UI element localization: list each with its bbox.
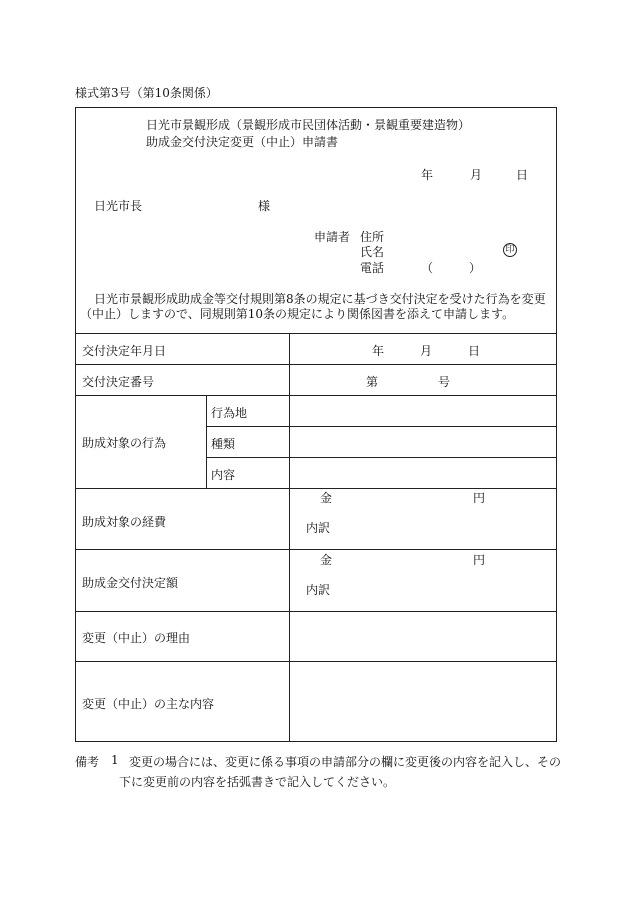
- table-line-sub2: [206, 457, 557, 458]
- date-year: 年: [421, 168, 434, 182]
- decision-number-suffix: 号: [438, 375, 451, 389]
- decision-number-label: 交付決定番号: [82, 375, 155, 389]
- addressee-name: 日光市長: [94, 199, 143, 213]
- sub-content-label: 内容: [211, 468, 236, 482]
- frame-bottom: [75, 741, 557, 742]
- decision-date-label: 交付決定年月日: [82, 344, 167, 358]
- grant-amount-label: 助成金交付決定額: [82, 576, 179, 590]
- remarks-number: 1: [111, 753, 119, 767]
- applicant-address-label: 住所: [360, 230, 385, 244]
- remarks-line2: 下に変更前の内容を括弧書きで記入してください。: [119, 775, 396, 789]
- table-line-number: [75, 395, 557, 396]
- applicant-label: 申請者: [314, 230, 351, 244]
- form-number: 様式第3号（第10条関係）: [75, 86, 218, 100]
- decision-number-prefix: 第: [366, 375, 379, 389]
- change-reason-label: 変更（中止）の理由: [82, 631, 191, 645]
- frame-top: [75, 107, 557, 108]
- body-text-line1: 日光市景観形成助成金等交付規則第8条の規定に基づき交付決定を受けた行為を変更: [94, 292, 546, 306]
- table-divider-main: [289, 333, 290, 741]
- sub-type-label: 種類: [211, 437, 236, 451]
- grant-amount-prefix: 金: [320, 553, 333, 567]
- target-cost-label: 助成対象の経費: [82, 515, 167, 529]
- addressee-honorific: 様: [258, 199, 271, 213]
- table-line-sub1: [206, 426, 557, 427]
- frame-right: [556, 107, 557, 742]
- target-activity-label: 助成対象の行為: [82, 436, 167, 450]
- date-day: 日: [516, 168, 529, 182]
- grant-breakdown-label: 内訳: [306, 583, 331, 597]
- table-top-line: [75, 333, 557, 334]
- remarks-line1: 変更の場合には、変更に係る事項の申請部分の欄に変更後の内容を記入し、その: [129, 755, 562, 769]
- cost-amount-label: 金: [320, 491, 333, 505]
- table-line-grant: [75, 611, 557, 612]
- applicant-phone-label: 電話: [360, 261, 385, 275]
- table-line-cost: [75, 549, 557, 550]
- body-text-line2: （中止）しますので、同規則第10条の規定により関係図書を添えて申請します。: [80, 307, 515, 321]
- table-divider-sub: [206, 395, 207, 488]
- applicant-name-label: 氏名: [360, 245, 385, 259]
- decision-date-value: 年 月 日: [372, 344, 481, 358]
- table-line-date: [75, 364, 557, 365]
- grant-yen-label: 円: [473, 553, 486, 567]
- cost-yen-label: 円: [473, 491, 486, 505]
- sub-location-label: 行為地: [211, 406, 248, 420]
- table-line-reason: [75, 661, 557, 662]
- date-month: 月: [470, 168, 483, 182]
- form-title-line1: 日光市景観形成（景観形成市民団体活動・景観重要建造物）: [146, 118, 471, 132]
- remarks-label: 備考: [75, 755, 100, 769]
- change-content-label: 変更（中止）の主な内容: [82, 697, 215, 711]
- form-title-line2: 助成金交付決定変更（中止）申請書: [146, 135, 339, 149]
- applicant-phone-parens: （ ）: [421, 261, 482, 275]
- frame-left: [75, 107, 76, 742]
- seal-mark: 印: [503, 243, 517, 257]
- cost-breakdown-label: 内訳: [306, 521, 331, 535]
